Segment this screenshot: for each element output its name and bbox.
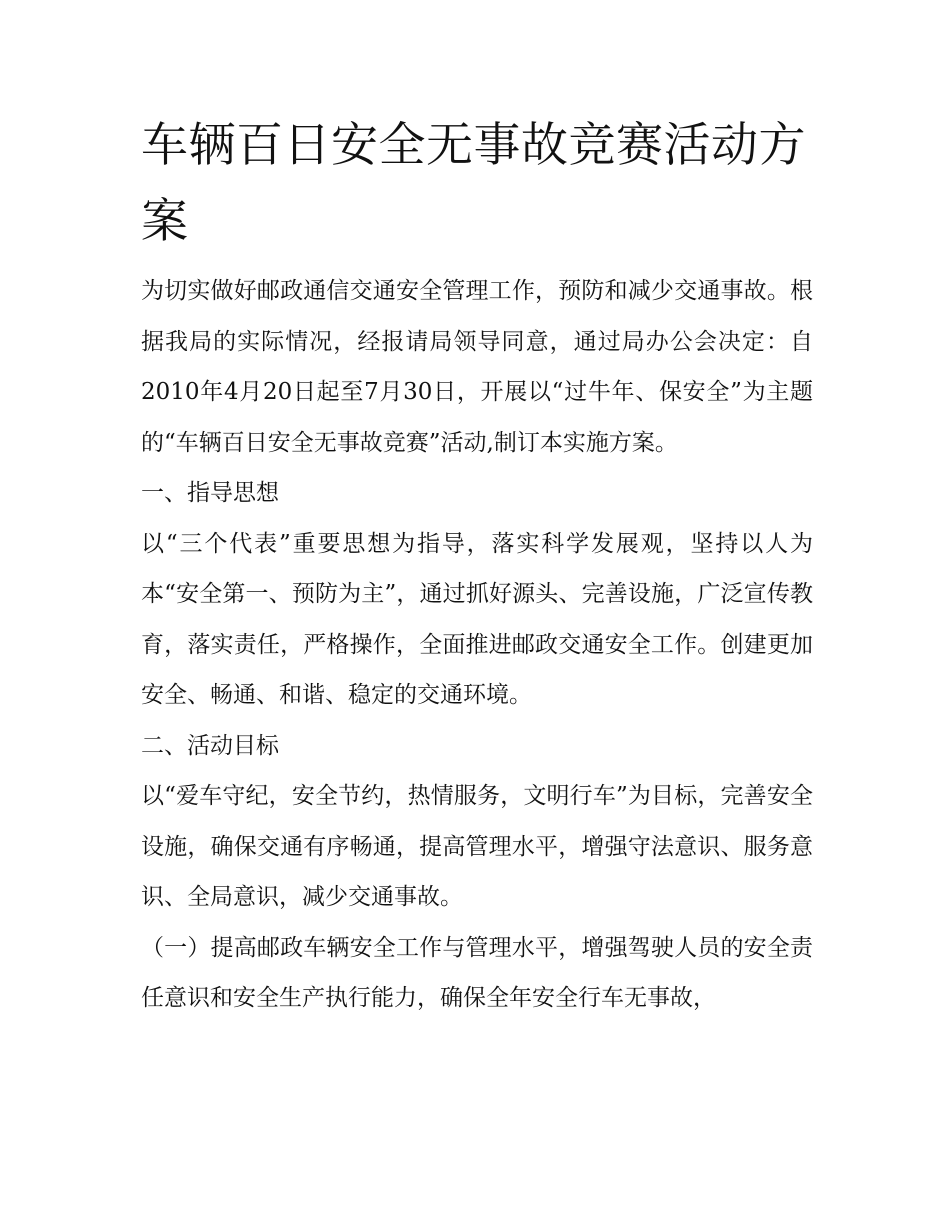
- section-body-activity-goals: 以“爱车守纪，安全节约，热情服务，文明行车”为目标，完善安全设施，确保交通有序畅通，提高管理水平，增强守法意识、服务意识、全局意识，减少交通事故。: [141, 783, 813, 910]
- list-item-goal-1: （一）提高邮政车辆安全工作与管理水平，增强驾驶人员的安全责任意识和安全生产执行能力，确保全年安全行车无事故，: [141, 934, 813, 1011]
- section-heading-guiding-ideology: 一、指导思想: [141, 480, 279, 506]
- intro-paragraph: 为切实做好邮政通信交通安全管理工作，预防和减少交通事故。根据我局的实际情况，经报请局领导同意，通过局办公会决定：自2010年4月20日起至7月30日，开展以“过牛年、保安全”为主题的“车辆百日安全无事故竞赛”活动,制订本实施方案。: [141, 278, 813, 456]
- section-heading-activity-goals: 二、活动目标: [141, 732, 279, 759]
- document-title: 车辆百日安全无事故竞赛活动方案: [141, 118, 806, 249]
- section-body-guiding-ideology: 以“三个代表”重要思想为指导，落实科学发展观，坚持以人为本“安全第一、预防为主”，通过抓好源头、完善设施，广泛宣传教育，落实责任，严格操作，全面推进邮政交通安全工作。创建更加安全、畅通、和谐、稳定的交通环境。: [141, 530, 813, 708]
- document-body: [141, 108, 813, 1024]
